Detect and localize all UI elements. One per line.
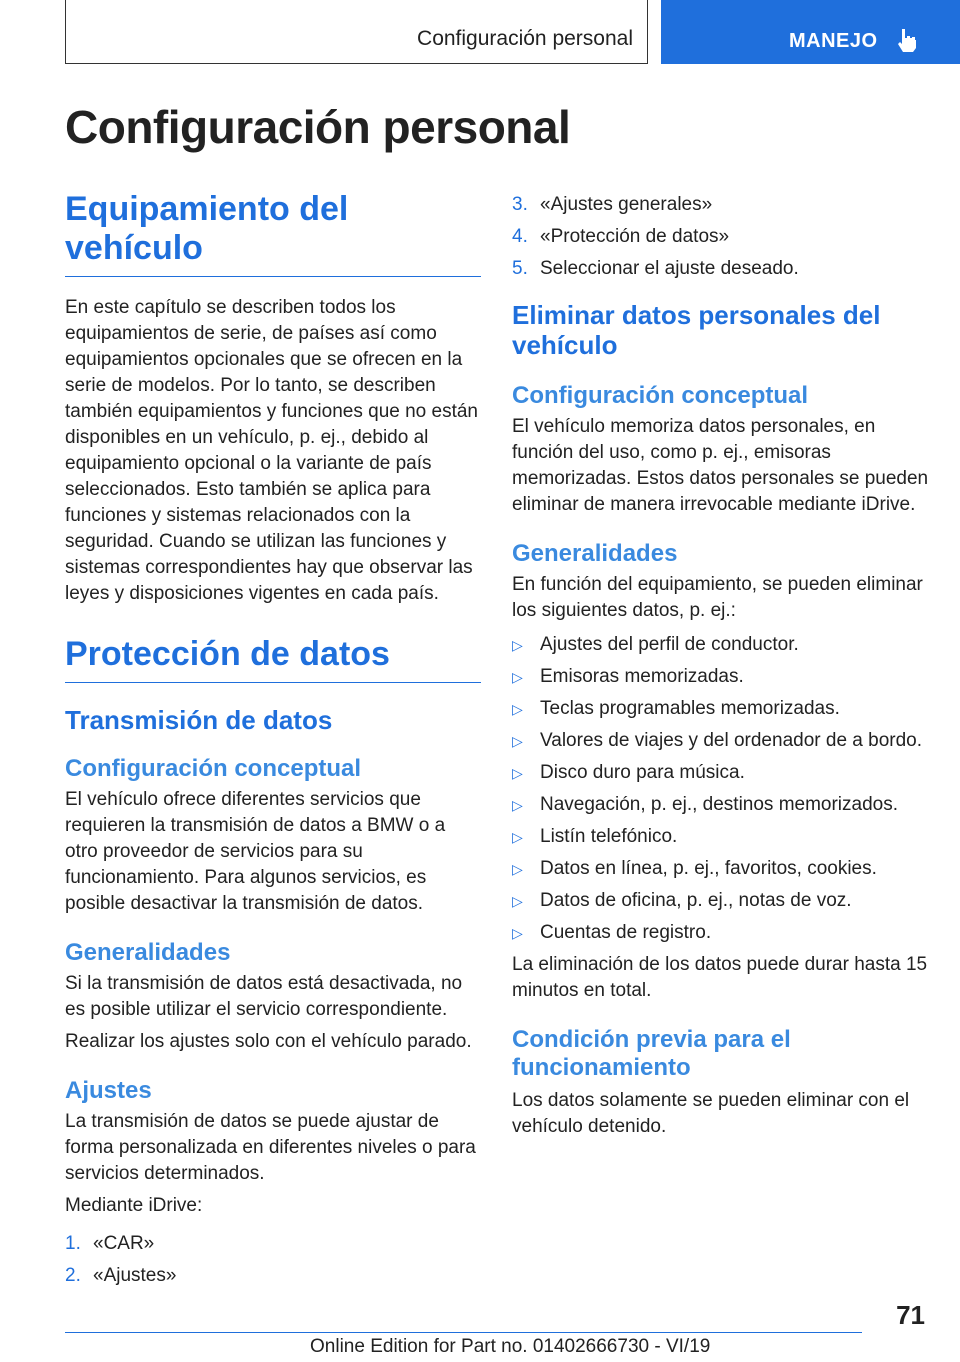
list-item: 5. Seleccionar el ajuste deseado. — [512, 258, 799, 279]
header-tab-manejo[interactable] — [661, 0, 960, 64]
list-item: ▷ Valores de viajes y del ordenador de a bordo. — [512, 730, 923, 751]
paragraph-idrive: Mediante iDrive: — [65, 1195, 203, 1216]
page-title: Configuración personal — [65, 101, 571, 153]
list-item: ▷ Emisoras memorizadas. — [512, 666, 744, 687]
heading-configuracion-conceptual-2: Configuración conceptual — [512, 382, 809, 409]
list-item: ▷ Listín telefónico. — [512, 826, 678, 847]
heading-configuracion-conceptual: Configuración conceptual — [65, 755, 362, 782]
list-item: 3. «Ajustes generales» — [512, 194, 713, 215]
list-item: 1. «CAR» — [65, 1233, 155, 1254]
page-number: 71 — [896, 1300, 925, 1330]
list-item: 2. «Ajustes» — [65, 1265, 177, 1286]
left-column — [65, 190, 481, 1295]
header-section-title: Configuración personal — [417, 27, 633, 50]
list-item: ▷ Disco duro para música. — [512, 762, 745, 783]
heading-eliminar-datos: Eliminar datos personales del vehículo — [512, 300, 881, 360]
heading-condicion-previa: Condición previa para el funcionamiento — [512, 1026, 791, 1081]
header-section-box — [65, 0, 648, 64]
paragraph-generalidades-2: Realizar los ajustes solo con el vehículo parado. — [65, 1031, 472, 1052]
paragraph-generalidades-1: Si la transmisión de datos está desactivada, no es posible utilizar el servicio correspondiente. — [65, 973, 463, 1020]
heading-equipamiento: Equipamiento del vehículo — [65, 190, 481, 277]
list-item: ▷ Navegación, p. ej., destinos memorizados. — [512, 794, 899, 815]
heading-transmision-datos: Transmisión de datos — [65, 705, 333, 735]
right-column — [512, 192, 932, 1140]
paragraph-duracion: La eliminación de los datos puede durar hasta 15 minutos en total. — [512, 954, 928, 1001]
hand-pointer-icon — [893, 26, 921, 54]
paragraph-condicion: Los datos solamente se pueden eliminar con el vehículo detenido. — [512, 1090, 910, 1137]
list-item: ▷ Ajustes del perfil de conductor. — [512, 634, 799, 655]
list-item: ▷ Datos de oficina, p. ej., notas de voz. — [512, 890, 852, 911]
footer-edition: Online Edition for Part no. 01402666730 - VI/19 — [310, 1336, 711, 1357]
heading-ajustes: Ajustes — [65, 1077, 152, 1104]
list-item: ▷ Datos en línea, p. ej., favoritos, cookies. — [512, 858, 877, 879]
footer-divider — [65, 1332, 862, 1333]
heading-generalidades: Generalidades — [65, 939, 231, 966]
heading-proteccion-datos: Protección de datos — [65, 635, 481, 683]
list-item: ▷ Teclas programables memorizadas. — [512, 698, 840, 719]
deletable-data-list — [512, 632, 932, 946]
heading-generalidades-2: Generalidades — [512, 540, 678, 567]
paragraph-configuracion: El vehículo ofrece diferentes servicios que requieren la transmisión de datos a BMW o a otro proveedor de servicios para su funcionamiento. Para algunos servicios, es posible desactivar la transmisión de datos. — [65, 789, 446, 914]
steps-list-left — [65, 1231, 481, 1289]
steps-list-right — [512, 192, 932, 282]
list-item: ▷ Cuentas de registro. — [512, 922, 712, 943]
paragraph-generalidades-3: En función del equipamiento, se pueden eliminar los siguientes datos, p. ej.: — [512, 574, 923, 621]
paragraph-equipamiento: En este capítulo se describen todos los equipamientos de serie, de países así como equipamientos opcionales que se ofrecen en la serie de modelos. Por lo tanto, se describen también equipamientos y funciones que no están disponibles en un vehículo, p. ej., debido al equipamiento opcional o la variante de país seleccionados. Esto también se aplica para funciones y sistemas relacionados con la seguridad. Cuando se utilizan las funciones y sistemas correspondientes hay que observar las leyes y disposiciones vigentes en cada país. — [65, 297, 478, 604]
list-item: 4. «Protección de datos» — [512, 226, 730, 247]
header-tab-label: MANEJO — [789, 30, 878, 52]
paragraph-configuracion-2: El vehículo memoriza datos personales, en función del uso, como p. ej., emisoras memorizadas. Estos datos personales se pueden eliminar de manera irrevocable mediante iDrive. — [512, 416, 929, 515]
page-header — [0, 0, 960, 66]
paragraph-ajustes: La transmisión de datos se puede ajustar de forma personalizada en diferentes niveles o para servicios determinados. — [65, 1111, 476, 1184]
